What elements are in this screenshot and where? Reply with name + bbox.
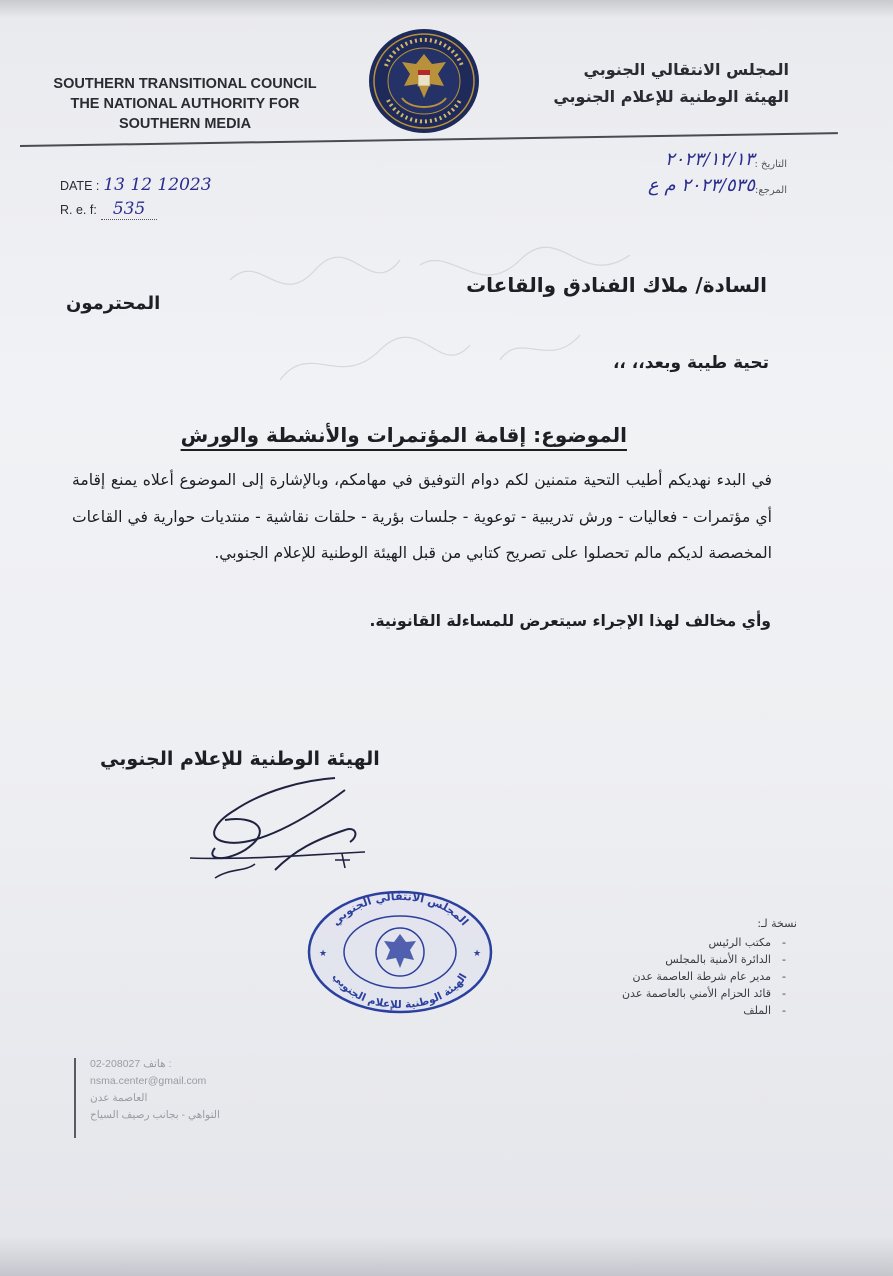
date-label: DATE : bbox=[60, 179, 100, 193]
closing-warning: وأي مخالف لهذا الإجراء سيتعرض للمساءلة القانونية. bbox=[369, 612, 771, 630]
arabic-letterhead bbox=[489, 56, 789, 110]
signing-authority: الهيئة الوطنية للإعلام الجنوبي bbox=[100, 748, 380, 770]
official-stamp bbox=[305, 888, 495, 1016]
bottom-shadow bbox=[0, 1236, 893, 1276]
copy-recipient: - مدير عام شرطة العاصمة عدن bbox=[622, 968, 797, 985]
ar-ref-row bbox=[644, 170, 787, 196]
en-header-line-3: SOUTHERN MEDIA bbox=[118, 116, 252, 132]
phone-label: هاتف : bbox=[143, 1058, 172, 1070]
respected-salutation: المحترمون bbox=[66, 293, 161, 314]
email-address: nsma.center@gmail.com bbox=[90, 1075, 207, 1087]
copies-list bbox=[622, 917, 797, 1019]
letter-body: في البدء نهديكم أطيب التحية متمنين لكم دوام التوفيق في مهامكم، وبالإشارة إلى الموضوع أعلاه يمنع إقامة أي مؤتمرات - فعاليات - ورش تدريبية - توعوية - جلسات بؤرية - حلقات نقاشية - منتديات حوارية في القاعات المخصصة لديكم مالم تحصلوا على تصريح كتابي من قبل الهيئة الوطنية للإعلام الجنوبي. bbox=[72, 471, 772, 562]
en-header-line-1: SOUTHERN TRANSITIONAL COUNCIL bbox=[53, 76, 317, 92]
date-row bbox=[60, 175, 212, 199]
greeting: تحية طيبة وبعد،، ،، bbox=[612, 353, 769, 373]
ar-date-label: التاريخ : bbox=[754, 159, 787, 170]
english-letterhead bbox=[40, 74, 330, 134]
phone-row bbox=[90, 1058, 220, 1075]
top-shadow bbox=[0, 0, 893, 18]
stamp-outer-text: المجلس الانتقالي الجنوبي bbox=[329, 889, 472, 929]
phone-number: 02-208027 bbox=[90, 1058, 141, 1070]
council-emblem-icon bbox=[366, 26, 482, 136]
handwritten-signature bbox=[185, 760, 385, 900]
addressee: السادة/ ملاك الفنادق والقاعات bbox=[466, 273, 767, 297]
ar-ref-label: المرجع: bbox=[755, 185, 787, 196]
svg-text:★: ★ bbox=[473, 949, 482, 959]
city: العاصمة عدن bbox=[90, 1092, 148, 1104]
copy-recipient: - الدائرة الأمنية بالمجلس bbox=[622, 951, 797, 968]
svg-text:★: ★ bbox=[319, 949, 328, 959]
en-header-line-2: THE NATIONAL AUTHORITY FOR bbox=[70, 96, 300, 112]
faint-pencil-marks bbox=[220, 240, 650, 400]
ar-date-value: ٢٠٢٣/١٢/١٣ bbox=[665, 149, 755, 170]
ref-row bbox=[60, 199, 212, 223]
ar-header-line-1: المجلس الانتقالي الجنوبي bbox=[583, 60, 789, 79]
contact-footer bbox=[74, 1058, 220, 1138]
street-address: التواهي - بجانب رصيف السياح bbox=[90, 1109, 220, 1121]
copies-title: نسخة لـ: bbox=[757, 917, 797, 930]
ar-date-row bbox=[644, 144, 787, 170]
date-value: 13 12 12023 bbox=[103, 175, 212, 195]
arabic-date-ref bbox=[644, 144, 787, 196]
ar-ref-value: ٢٠٢٣/٥٣٥ م ع bbox=[647, 175, 755, 196]
copy-recipient: - الملف bbox=[622, 1002, 797, 1019]
english-date-ref bbox=[60, 175, 212, 223]
ref-label: R. e. f: bbox=[60, 203, 97, 217]
ar-header-line-2: الهيئة الوطنية للإعلام الجنوبي bbox=[553, 87, 789, 106]
subject-line: الموضوع: إقامة المؤتمرات والأنشطة والورش bbox=[180, 423, 627, 447]
stamp-inner-text: الهيئة الوطنية للإعلام الجنوبي bbox=[330, 971, 470, 1012]
copy-recipient: - قائد الحزام الأمني بالعاصمة عدن bbox=[622, 985, 797, 1002]
copy-recipient: - مكتب الرئيس bbox=[622, 934, 797, 951]
ref-value: 535 bbox=[101, 199, 157, 220]
